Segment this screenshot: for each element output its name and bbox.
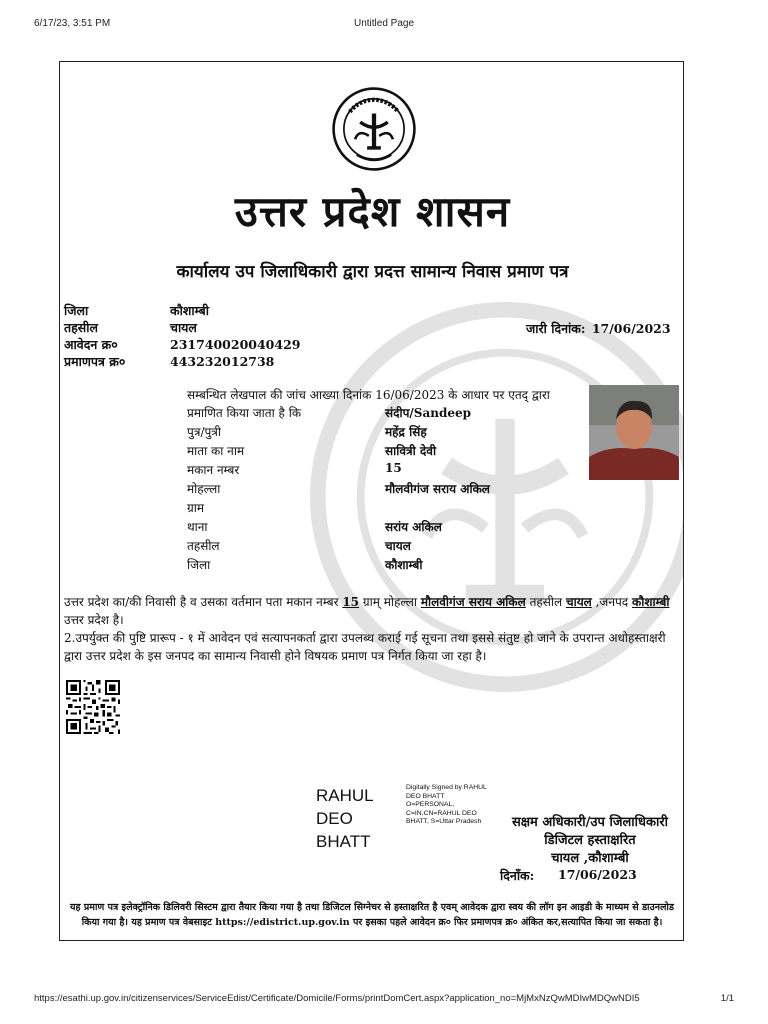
- detail-label: पुत्र/पुत्री: [187, 425, 222, 439]
- issue-date-label: जारी दिनांक:: [526, 321, 586, 336]
- detail-label: मोहल्ला: [187, 482, 221, 496]
- meta-label-application-no: आवेदन क्र०: [64, 337, 118, 352]
- signature-date-value: 17/06/2023: [558, 867, 637, 882]
- issue-date-value: 17/06/2023: [591, 321, 671, 336]
- government-title: उत्तर प्रदेश शासन: [234, 187, 511, 236]
- detail-value: सरांय अकिल: [385, 520, 442, 534]
- print-footer: [0, 993, 768, 1007]
- up-govt-emblem-icon: [331, 86, 417, 172]
- detail-label: ग्राम: [187, 501, 205, 515]
- detail-label: तहसील: [187, 539, 220, 553]
- signatory-name-line: RAHUL: [316, 786, 374, 805]
- digital-signature-line: BHATT, S=Uttar Pradesh: [406, 818, 482, 826]
- para-text: तहसील: [525, 595, 566, 609]
- signatory-name-line: DEO: [316, 809, 353, 828]
- para-text: उत्तर प्रदेश है।: [64, 612, 124, 627]
- detail-value: महेंद्र सिंह: [385, 425, 427, 439]
- print-datetime: 6/17/23, 3:51 PM: [34, 18, 111, 29]
- print-page-count: 1/1: [720, 993, 734, 1004]
- para-house-number: 15: [342, 595, 360, 609]
- para-district: कौशाम्बी: [632, 595, 670, 609]
- detail-label: मकान नम्बर: [187, 463, 240, 477]
- meta-label-tehsil: तहसील: [64, 320, 98, 335]
- detail-label: माता का नाम: [187, 444, 245, 458]
- issuing-authority: [500, 814, 680, 868]
- print-header: [0, 18, 768, 32]
- meta-value-tehsil: चायल: [170, 320, 197, 335]
- detail-label: जिला: [187, 558, 211, 572]
- qr-code-icon: [66, 678, 120, 736]
- detail-label: प्रमाणित किया जाता है कि: [187, 406, 302, 420]
- authority-line: सक्षम अधिकारी/उप जिलाधिकारी: [511, 815, 669, 830]
- certificate-title: कार्यालय उप जिलाधिकारी द्वारा प्रदत्त सामान्य निवास प्रमाण पत्र: [176, 262, 569, 282]
- detail-value: चायल: [385, 539, 411, 553]
- para-text: ग्राम् मोहल्ला: [359, 595, 421, 609]
- detail-value: 15: [385, 461, 402, 475]
- authority-line: डिजिटल हस्ताक्षरित: [544, 833, 636, 848]
- signatory-name: [316, 784, 374, 853]
- digital-signature-line: O=PERSONAL,: [406, 801, 455, 809]
- residence-paragraph: [64, 594, 676, 629]
- confirmation-paragraph: 2.उपर्युक्त की पुष्टि प्रारूप - १ में आवेदन एवं सत्यापनकर्ता द्वारा उपलब्ध कराई गई सूचना तथा इससे संतुष्ट हो जाने के उपरान्त अधोहस्ताक्षरी द्वारा उत्तर प्रदेश के इस जनपद का सामान्य निवासी होने विषयक प्रमाण पत्र निर्गत किया जा रहा है।: [64, 631, 666, 663]
- intro-line: सम्बन्धित लेखपाल की जांच आख्या दिनांक 16/06/2023 के आधार पर एतद् द्वारा: [187, 388, 550, 402]
- detail-label: थाना: [187, 520, 208, 534]
- signature-date-label: दिनाँक:: [500, 868, 535, 883]
- para-tehsil: चायल: [565, 595, 592, 609]
- meta-value-application-no: 231740020040429: [170, 337, 301, 352]
- digital-signature-line: C=IN,CN=RAHUL DEO: [406, 809, 477, 817]
- authority-line: चायल ,कौशाम्बी: [551, 851, 629, 866]
- applicant-photo: [589, 385, 679, 480]
- print-page-title: Untitled Page: [353, 18, 415, 29]
- signature-date: [500, 867, 637, 884]
- meta-value-certificate-no: 443232012738: [170, 354, 275, 369]
- para-text: ,जनपद: [591, 595, 632, 609]
- detail-value: संदीप/Sandeep: [385, 406, 472, 420]
- meta-label-district: जिला: [64, 303, 89, 318]
- digital-signature-line: DEO BHATT: [406, 792, 445, 800]
- detail-value: मौलवीगंज सराय अकिल: [385, 482, 490, 496]
- detail-value: सावित्री देवी: [385, 444, 437, 458]
- digital-signature-line: Digitally Signed by RAHUL: [406, 784, 487, 791]
- para-text: उत्तर प्रदेश का/की निवासी है व उसका वर्तमान पता मकान नम्बर: [64, 595, 343, 609]
- para-mohalla: मौलवीगंज सराय अकिल: [420, 595, 526, 609]
- signatory-name-line: BHATT: [316, 832, 371, 851]
- print-url: https://esathi.up.gov.in/citizenservices/ServiceEdist/Certificate/Domicile/Forms/printDomCert.aspx?application_no=MjMxNzQwMDIwMDQwNDI5: [34, 993, 640, 1004]
- verification-note: यह प्रमाण पत्र इलेक्ट्रॉनिक डिलिवरी सिस्टम द्वारा तैयार किया गया है तथा डिजिटल सिग्नेचर से हस्ताक्षरित है एवम् आवेदक द्वारा स्वय की लॉग इन आइडी के माध्यम से डाउनलोड किया गया है। यह प्रमाण पत्र वेबसाइट https://edistrict.up.gov.in पर इसका पहले आवेदन क्र० फिर प्रमाणपत्र क्र० अंकित कर,सत्यापित किया जा सकता है।: [70, 902, 674, 928]
- meta-value-district: कौशाम्बी: [170, 303, 210, 318]
- certificate: [59, 61, 684, 941]
- issue-date: [526, 320, 673, 337]
- meta-label-certificate-no: प्रमाणपत्र क्र०: [64, 354, 126, 369]
- detail-value: कौशाम्बी: [385, 558, 423, 572]
